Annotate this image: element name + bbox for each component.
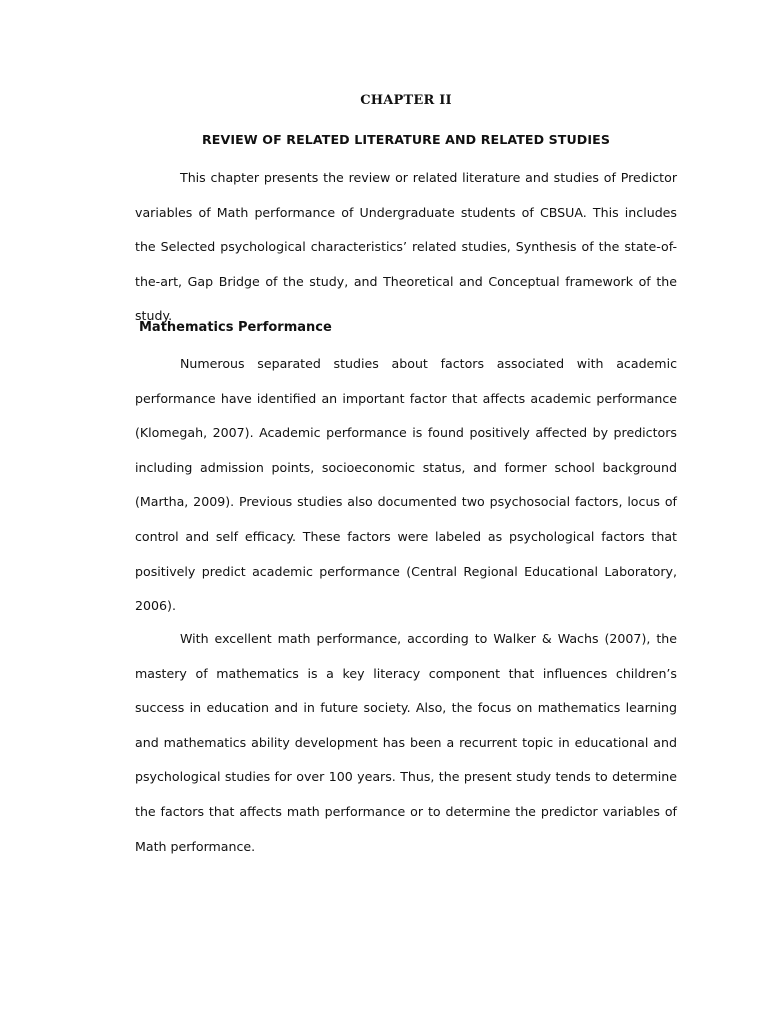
section-heading: Mathematics Performance [139,320,332,335]
body-paragraph: Numerous separated studies about factors associated with academic performance have identified an important factor that affects academic performance (Klomegah, 2007). Academic performance is found positively affected by predictors including admission points, socioeconomic status, and former school background (Martha, 2009). Previous studies also documented two psychosocial factors, locus of control and self efficacy. These factors were labeled as psychological factors that positively predict academic performance (Central Regional Educational Laboratory, 2006). [135,356,677,614]
chapter-title: REVIEW OF RELATED LITERATURE AND RELATED STUDIES [201,132,611,147]
body-paragraph: With excellent math performance, according to Walker & Wachs (2007), the mastery of mathematics is a key literacy component that influences children’s success in education and in future society. Also, the focus on mathematics learning and mathematics ability development has been a recurrent topic in educational and psychological studies for over 100 years. Thus, the present study tends to determine the factors that affects math performance or to determine the predictor variables of Math performance. [135,631,677,854]
intro-paragraph: This chapter presents the review or related literature and studies of Predictor variables of Math performance of Undergraduate students of CBSUA. This includes the Selected psychological characteristics’ related studies, Synthesis of the state-of-the-art, Gap Bridge of the study, and Theoretical and Conceptual framework of the study. [135,170,677,324]
chapter-number: CHAPTER II [360,93,452,108]
